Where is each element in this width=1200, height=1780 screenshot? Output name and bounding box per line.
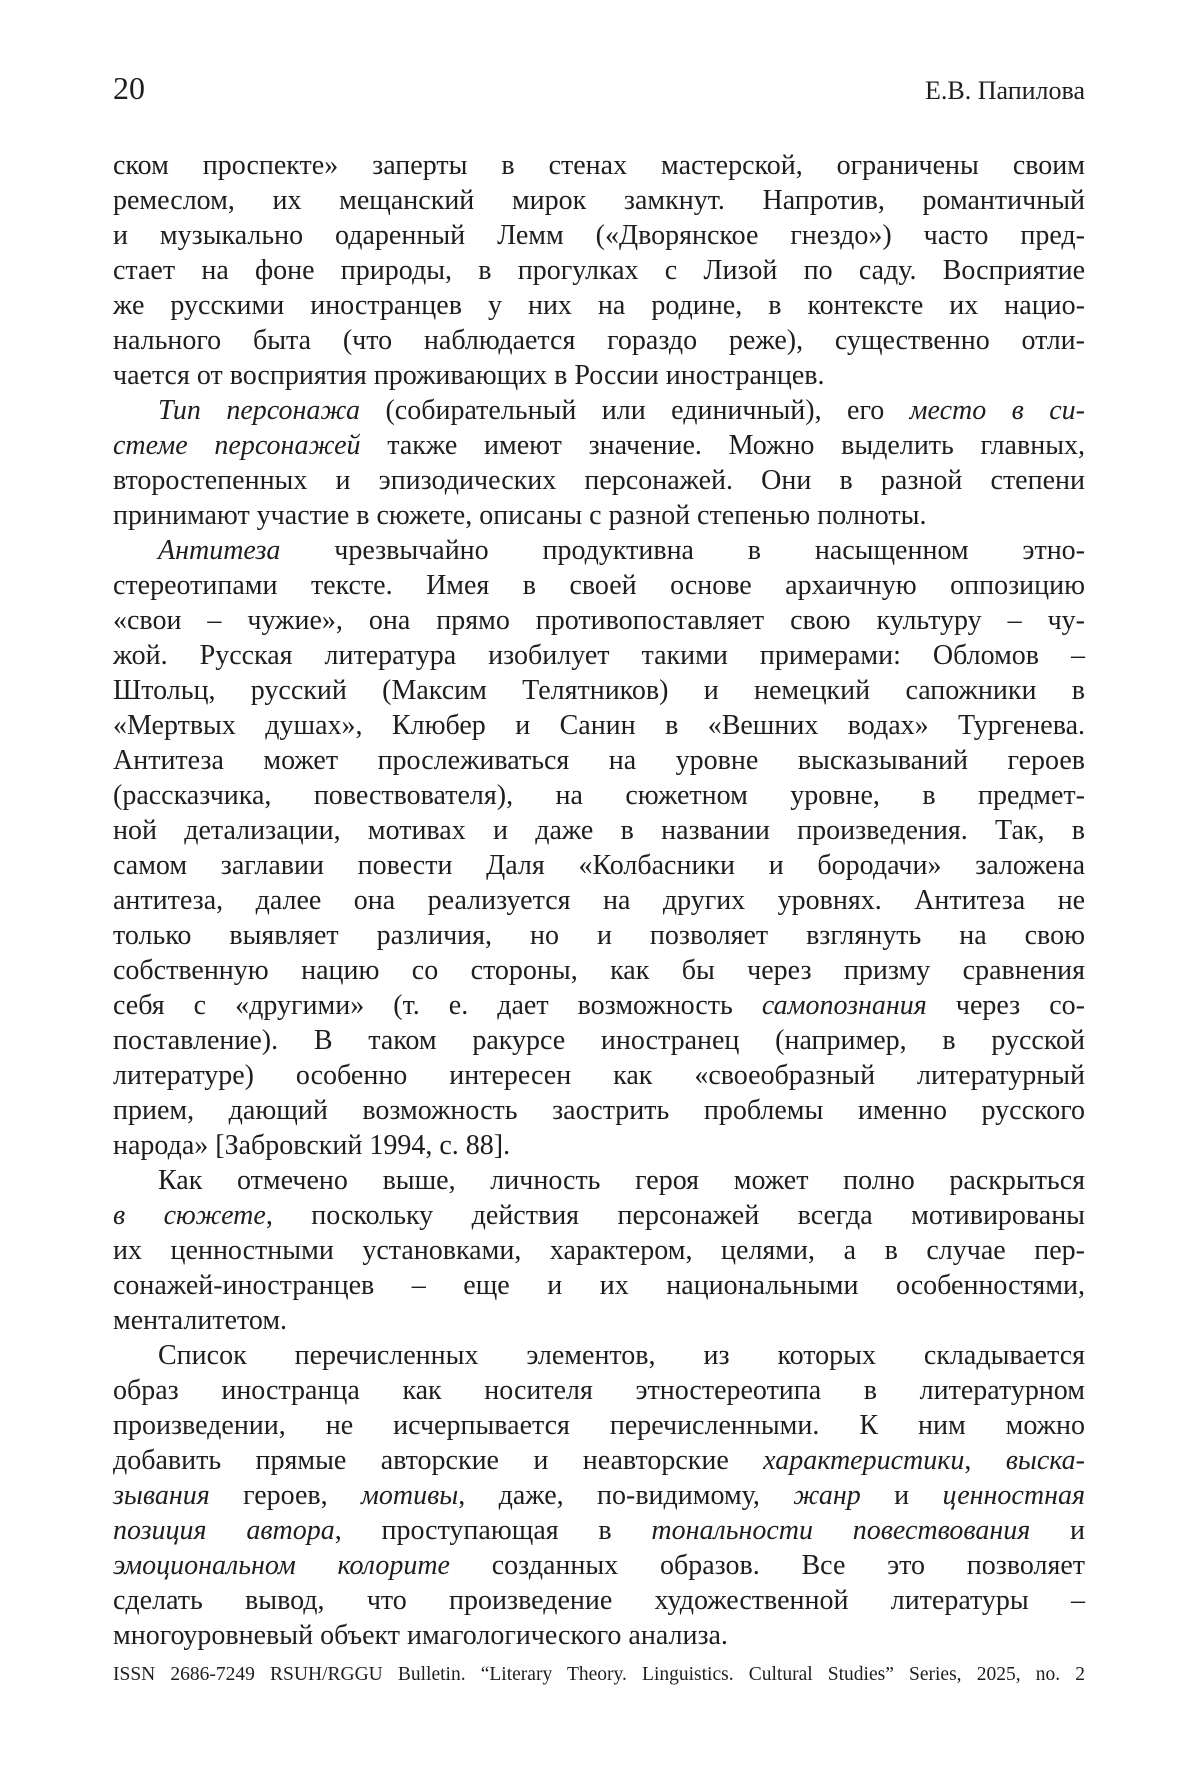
italic-text-run: мотивы: [361, 1480, 459, 1511]
text-line: [113, 428, 1085, 463]
text-run: «свои – чужие», она прямо противопоставляет свою культуру – чу-: [113, 605, 1085, 636]
text-run: ной детализации, мотивах и даже в названии произведения. Так, в: [113, 815, 1085, 846]
italic-text-run: выска-: [1005, 1445, 1086, 1476]
text-run: антитеза, далее она реализуется на других уровнях. Антитеза не: [113, 885, 1085, 916]
text-line: [113, 1618, 1085, 1653]
text-run: , поскольку действия персонажей всегда мотивированы: [265, 1200, 1085, 1231]
text-line: [113, 883, 1085, 918]
text-line: [113, 848, 1085, 883]
italic-text-run: характеристики: [763, 1445, 965, 1476]
text-run: стереотипами тексте. Имея в своей основе архаичную оппозицию: [113, 570, 1085, 601]
text-line: [113, 288, 1085, 323]
text-line: [113, 1268, 1085, 1303]
text-line: [113, 673, 1085, 708]
text-line: [113, 1198, 1085, 1233]
text-line: [113, 1478, 1085, 1513]
text-run: , даже, по-видимому,: [458, 1480, 794, 1511]
text-line: [113, 393, 1085, 428]
text-line: [113, 1303, 1085, 1338]
italic-text-run: ценностная: [942, 1480, 1085, 1511]
text-line: [113, 323, 1085, 358]
text-line: [113, 1583, 1085, 1618]
text-line: [113, 1093, 1085, 1128]
text-run: второстепенных и эпизодических персонажей. Они в разной степени: [113, 465, 1085, 496]
text-run: Список перечисленных элементов, из которых складывается: [158, 1340, 1085, 1371]
paragraph: [113, 393, 1085, 533]
text-run: образ иностранца как носителя этностереотипа в литературном: [113, 1375, 1085, 1406]
text-line: [113, 533, 1085, 568]
text-line: [113, 1373, 1085, 1408]
text-line: [113, 463, 1085, 498]
text-line: [113, 498, 1085, 533]
text-run: и: [860, 1480, 943, 1511]
text-line: [113, 813, 1085, 848]
italic-text-run: тональности повествования: [651, 1515, 1031, 1546]
text-run: и: [1030, 1515, 1085, 1546]
italic-text-run: эмоциональном колорите: [113, 1550, 450, 1581]
text-run: «Мертвых душах», Клюбер и Санин в «Вешних водах» Тургенева.: [113, 710, 1085, 741]
text-run: Антитеза может прослеживаться на уровне высказываний героев: [113, 745, 1085, 776]
text-run: созданных образов. Все это позволяет: [449, 1550, 1085, 1581]
running-head-author: Е.В. Папилова: [925, 76, 1085, 105]
text-run: добавить прямые авторские и неавторские: [113, 1445, 764, 1476]
text-run: же русскими иностранцев у них на родине, в контексте их нацио-: [113, 290, 1085, 321]
text-run: Как отмечено выше, личность героя может полно раскрыться: [158, 1165, 1085, 1196]
page-number: 20: [113, 70, 145, 106]
text-run: (собирательный или единичный), его: [360, 395, 910, 426]
text-run: чается от восприятия проживающих в России иностранцев.: [113, 360, 825, 391]
italic-text-run: в сюжете: [113, 1200, 266, 1231]
text-run: стает на фоне природы, в прогулках с Лизой по саду. Восприятие: [113, 255, 1085, 286]
text-line: [113, 708, 1085, 743]
text-line: [113, 1338, 1085, 1373]
text-line: [113, 1513, 1085, 1548]
text-line: [113, 1128, 1085, 1163]
text-line: [113, 603, 1085, 638]
paragraph: [113, 148, 1085, 393]
text-run: их ценностными установками, характером, целями, а в случае пер-: [113, 1235, 1085, 1266]
paragraph: [113, 1163, 1085, 1338]
text-run: принимают участие в сюжете, описаны с разной степенью полноты.: [113, 500, 927, 531]
text-run: прием, дающий возможность заострить проблемы именно русского: [113, 1095, 1085, 1126]
text-run: произведении, не исчерпывается перечисленными. К ним можно: [113, 1410, 1085, 1441]
article-body: [113, 148, 1085, 1653]
text-run: собственную нацию со стороны, как бы через призму сравнения: [113, 955, 1085, 986]
text-run: жой. Русская литература изобилует такими примерами: Обломов –: [113, 640, 1085, 671]
text-line: [113, 218, 1085, 253]
text-run: многоуровневый объект имагологического анализа.: [113, 1620, 728, 1651]
italic-text-run: Тип персонажа: [158, 395, 361, 426]
text-run: чрезвычайно продуктивна в насыщенном этно-: [280, 535, 1085, 566]
italic-text-run: зывания: [113, 1480, 210, 1511]
paragraph: [113, 1338, 1085, 1653]
text-run: народа» [Забровский 1994, с. 88].: [113, 1130, 511, 1161]
text-run: Штольц, русский (Максим Телятников) и немецкий сапожники в: [113, 675, 1085, 706]
text-run: нального быта (что наблюдается гораздо реже), существенно отли-: [113, 325, 1085, 356]
text-line: [113, 358, 1085, 393]
text-line: [113, 953, 1085, 988]
text-run: только выявляет различия, но и позволяет взглянуть на свою: [113, 920, 1085, 951]
text-run: (рассказчика, повествователя), на сюжетном уровне, в предмет-: [113, 780, 1085, 811]
text-line: [113, 253, 1085, 288]
text-run: сделать вывод, что произведение художественной литературы –: [113, 1585, 1085, 1616]
text-run: ,: [964, 1445, 1006, 1476]
footer-issn-line: ISSN 2686-7249 RSUH/RGGU Bulletin. “Literary Theory. Linguistics. Cultural Studies” Series, 2025, no. 2: [113, 1664, 1085, 1685]
page-header: [113, 70, 1085, 109]
text-run: себя с «другими» (т. е. дает возможность: [113, 990, 762, 1021]
italic-text-run: место в си-: [909, 395, 1085, 426]
text-line: [113, 1233, 1085, 1268]
text-line: [113, 1548, 1085, 1583]
text-line: [113, 1408, 1085, 1443]
text-line: [113, 778, 1085, 813]
italic-text-run: жанр: [793, 1480, 861, 1511]
text-run: поставление). В таком ракурсе иностранец (например, в русской: [113, 1025, 1085, 1056]
text-run: героев,: [209, 1480, 362, 1511]
text-run: ремеслом, их мещанский мирок замкнут. Напротив, романтичный: [113, 185, 1085, 216]
text-run: также имеют значение. Можно выделить главных,: [360, 430, 1086, 461]
text-run: самом заглавии повести Даля «Колбасники и бородачи» заложена: [113, 850, 1085, 881]
paragraph: [113, 533, 1085, 1163]
italic-text-run: Антитеза: [158, 535, 281, 566]
text-run: литературе) особенно интересен как «своеобразный литературный: [113, 1060, 1085, 1091]
text-line: [113, 1058, 1085, 1093]
text-run: ском проспекте» заперты в стенах мастерской, ограничены своим: [113, 150, 1085, 181]
text-line: [113, 1443, 1085, 1478]
text-line: [113, 1023, 1085, 1058]
text-run: через со-: [926, 990, 1086, 1021]
text-run: , проступающая в: [334, 1515, 652, 1546]
text-line: [113, 568, 1085, 603]
text-line: [113, 148, 1085, 183]
italic-text-run: самопознания: [761, 990, 927, 1021]
text-run: и музыкально одаренный Лемм («Дворянское гнездо») часто пред-: [113, 220, 1085, 251]
text-line: [113, 918, 1085, 953]
text-run: менталитетом.: [113, 1305, 288, 1336]
text-line: [113, 183, 1085, 218]
text-line: [113, 988, 1085, 1023]
italic-text-run: стеме персонажей: [113, 430, 361, 461]
text-line: [113, 743, 1085, 778]
text-run: сонажей-иностранцев – еще и их национальными особенностями,: [113, 1270, 1085, 1301]
italic-text-run: позиция автора: [113, 1515, 335, 1546]
text-line: [113, 638, 1085, 673]
text-line: [113, 1163, 1085, 1198]
